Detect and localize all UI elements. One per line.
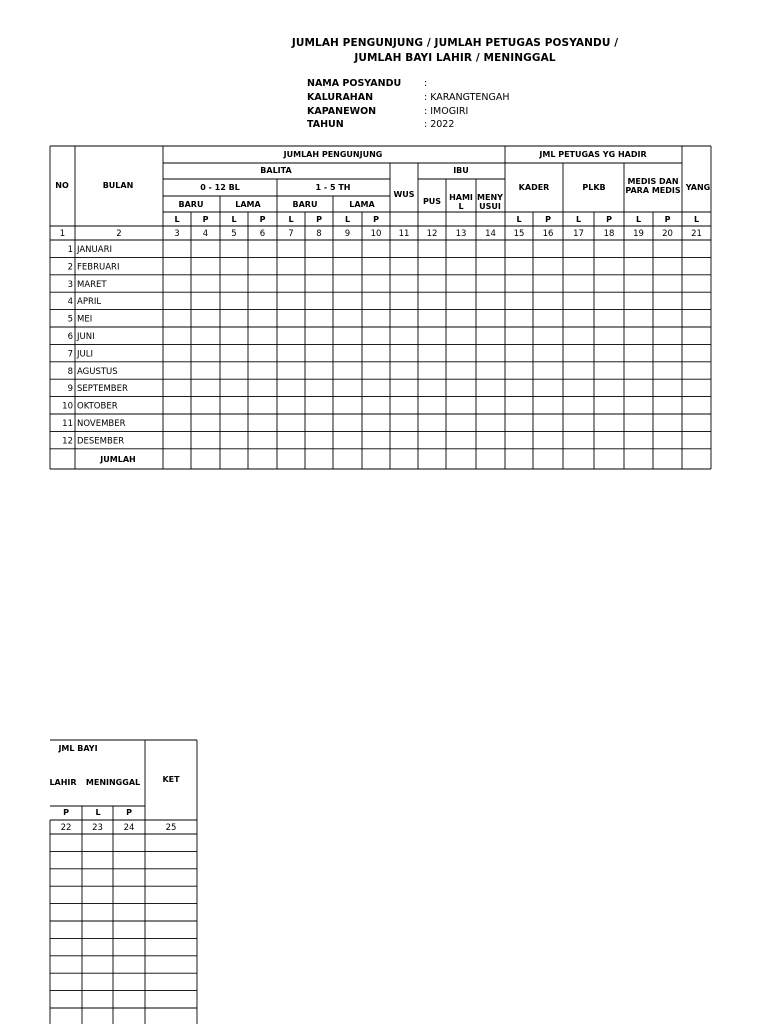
visitor-table-grid xyxy=(50,146,711,469)
header-l: L xyxy=(516,215,522,224)
month-name: DESEMBER xyxy=(77,436,125,447)
baby-table-column-numbers xyxy=(61,823,177,833)
row-number: 1 xyxy=(67,245,73,255)
column-number: 8 xyxy=(316,229,322,239)
month-name: AGUSTUS xyxy=(77,366,118,377)
visitor-table-column-numbers xyxy=(60,229,702,239)
row-number: 4 xyxy=(67,297,73,308)
month-name: JUNI xyxy=(77,332,95,342)
header-l-23: L xyxy=(95,808,101,817)
row-number: 11 xyxy=(62,419,73,429)
header-l: L xyxy=(693,215,700,224)
header-p-22: P xyxy=(63,808,69,817)
header-l: L xyxy=(174,215,180,224)
column-number: 24 xyxy=(123,823,135,833)
column-number: 11 xyxy=(398,229,410,239)
header-medis-1: MEDIS DAN xyxy=(627,177,679,186)
info-value-kapanewon: : IMOGIRI xyxy=(424,106,469,117)
header-p: P xyxy=(373,215,379,224)
header-jml-petugas: JML PETUGAS YG HADIR xyxy=(539,150,647,159)
header-l: L xyxy=(575,215,582,224)
info-label-kapanewon: KAPANEWON xyxy=(307,106,377,117)
header-age-0-12: 0 - 12 BL xyxy=(200,183,240,192)
info-label-kalurahan: KALURAHAN xyxy=(307,92,374,103)
header-wus: WUS xyxy=(393,190,415,199)
header-yang: YANG xyxy=(685,183,711,192)
header-p: P xyxy=(316,215,322,224)
row-number: 10 xyxy=(62,401,73,412)
column-number: 21 xyxy=(691,229,702,239)
header-age-1-5: 1 - 5 TH xyxy=(315,183,351,192)
column-number: 6 xyxy=(259,229,266,239)
header-p: P xyxy=(545,215,551,224)
info-label-tahun: TAHUN xyxy=(307,119,344,130)
header-p: P xyxy=(202,215,209,224)
column-number: 17 xyxy=(573,229,584,239)
month-name: MARET xyxy=(77,279,107,290)
row-number: 12 xyxy=(62,436,73,447)
header-lama-0-12: LAMA xyxy=(235,200,261,209)
header-baru-0-12: BARU xyxy=(178,200,204,209)
header-lahir: LAHIR xyxy=(49,778,77,787)
row-number: 5 xyxy=(67,314,73,325)
header-meninggal: MENINGGAL xyxy=(85,778,141,787)
column-number: 23 xyxy=(92,823,103,833)
header-l: L xyxy=(288,215,294,224)
column-number: 9 xyxy=(344,229,351,239)
row-number: 9 xyxy=(67,384,73,395)
header-menyusui-1: MENY xyxy=(477,193,503,202)
column-number: 25 xyxy=(165,823,177,833)
header-hamil-1: HAMI xyxy=(449,193,473,202)
column-number: 16 xyxy=(542,229,554,239)
column-number: 14 xyxy=(485,229,496,239)
header-l: L xyxy=(344,215,351,224)
row-number: 7 xyxy=(67,349,73,360)
header-plkb: PLKB xyxy=(582,183,606,192)
column-number: 18 xyxy=(603,229,615,239)
visitor-table-lp-row xyxy=(174,215,699,224)
column-number: 10 xyxy=(370,229,382,239)
column-number: 12 xyxy=(426,229,438,239)
document-title-line-2: JUMLAH BAYI LAHIR / MENINGGAL xyxy=(354,52,556,64)
header-hamil-2: L xyxy=(458,202,464,211)
row-number: 3 xyxy=(67,279,73,290)
row-number: 2 xyxy=(67,262,73,273)
header-p-24: P xyxy=(126,808,132,817)
header-p: P xyxy=(664,215,671,224)
header-l: L xyxy=(635,215,642,224)
column-number: 2 xyxy=(116,229,122,239)
month-name: JANUARI xyxy=(77,245,112,255)
total-label: JUMLAH xyxy=(100,455,136,464)
month-name: APRIL xyxy=(77,297,102,308)
visitor-table-text xyxy=(55,150,710,211)
header-bulan: BULAN xyxy=(102,181,134,190)
column-number: 15 xyxy=(513,229,525,239)
info-label-nama-posyandu: NAMA POSYANDU xyxy=(307,78,402,89)
header-p: P xyxy=(259,215,266,224)
column-number: 13 xyxy=(455,229,467,239)
column-number: 3 xyxy=(174,229,180,239)
month-name: NOVEMBER xyxy=(77,419,126,429)
header-ket: KET xyxy=(162,775,180,784)
column-number: 7 xyxy=(288,229,294,239)
column-number: 22 xyxy=(60,823,72,833)
header-no: NO xyxy=(55,181,69,190)
header-ibu: IBU xyxy=(453,166,469,175)
header-balita: BALITA xyxy=(260,166,292,175)
month-name: OKTOBER xyxy=(77,401,118,412)
column-number: 5 xyxy=(231,229,237,239)
header-jumlah-pengunjung: JUMLAH PENGUNJUNG xyxy=(283,150,383,159)
document-title-line-1: JUMLAH PENGUNJUNG / JUMLAH PETUGAS POSYANDU / xyxy=(291,37,619,49)
info-value-kalurahan: : KARANGTENGAH xyxy=(424,92,510,103)
info-value-tahun: : 2022 xyxy=(424,119,455,130)
info-value-nama-posyandu: : xyxy=(424,78,428,89)
column-number: 4 xyxy=(202,229,209,239)
header-kader: KADER xyxy=(518,183,550,192)
month-name: FEBRUARI xyxy=(77,262,120,273)
column-number: 20 xyxy=(662,229,673,239)
header-pus: PUS xyxy=(422,197,442,206)
header-jml-bayi: JML BAYI xyxy=(58,744,98,753)
header-baru-1-5: BARU xyxy=(292,200,318,209)
row-number: 8 xyxy=(67,366,73,377)
month-name: MEI xyxy=(77,314,93,325)
row-number: 6 xyxy=(67,332,73,342)
column-number: 19 xyxy=(633,229,644,239)
header-medis-2: PARA MEDIS xyxy=(625,186,681,195)
header-menyusui-2: USUI xyxy=(479,202,501,211)
month-name: JULI xyxy=(77,349,93,360)
header-l: L xyxy=(231,215,237,224)
header-p: P xyxy=(606,215,612,224)
header-lama-1-5: LAMA xyxy=(349,200,375,209)
column-number: 1 xyxy=(59,229,66,239)
month-name: SEPTEMBER xyxy=(77,384,128,395)
